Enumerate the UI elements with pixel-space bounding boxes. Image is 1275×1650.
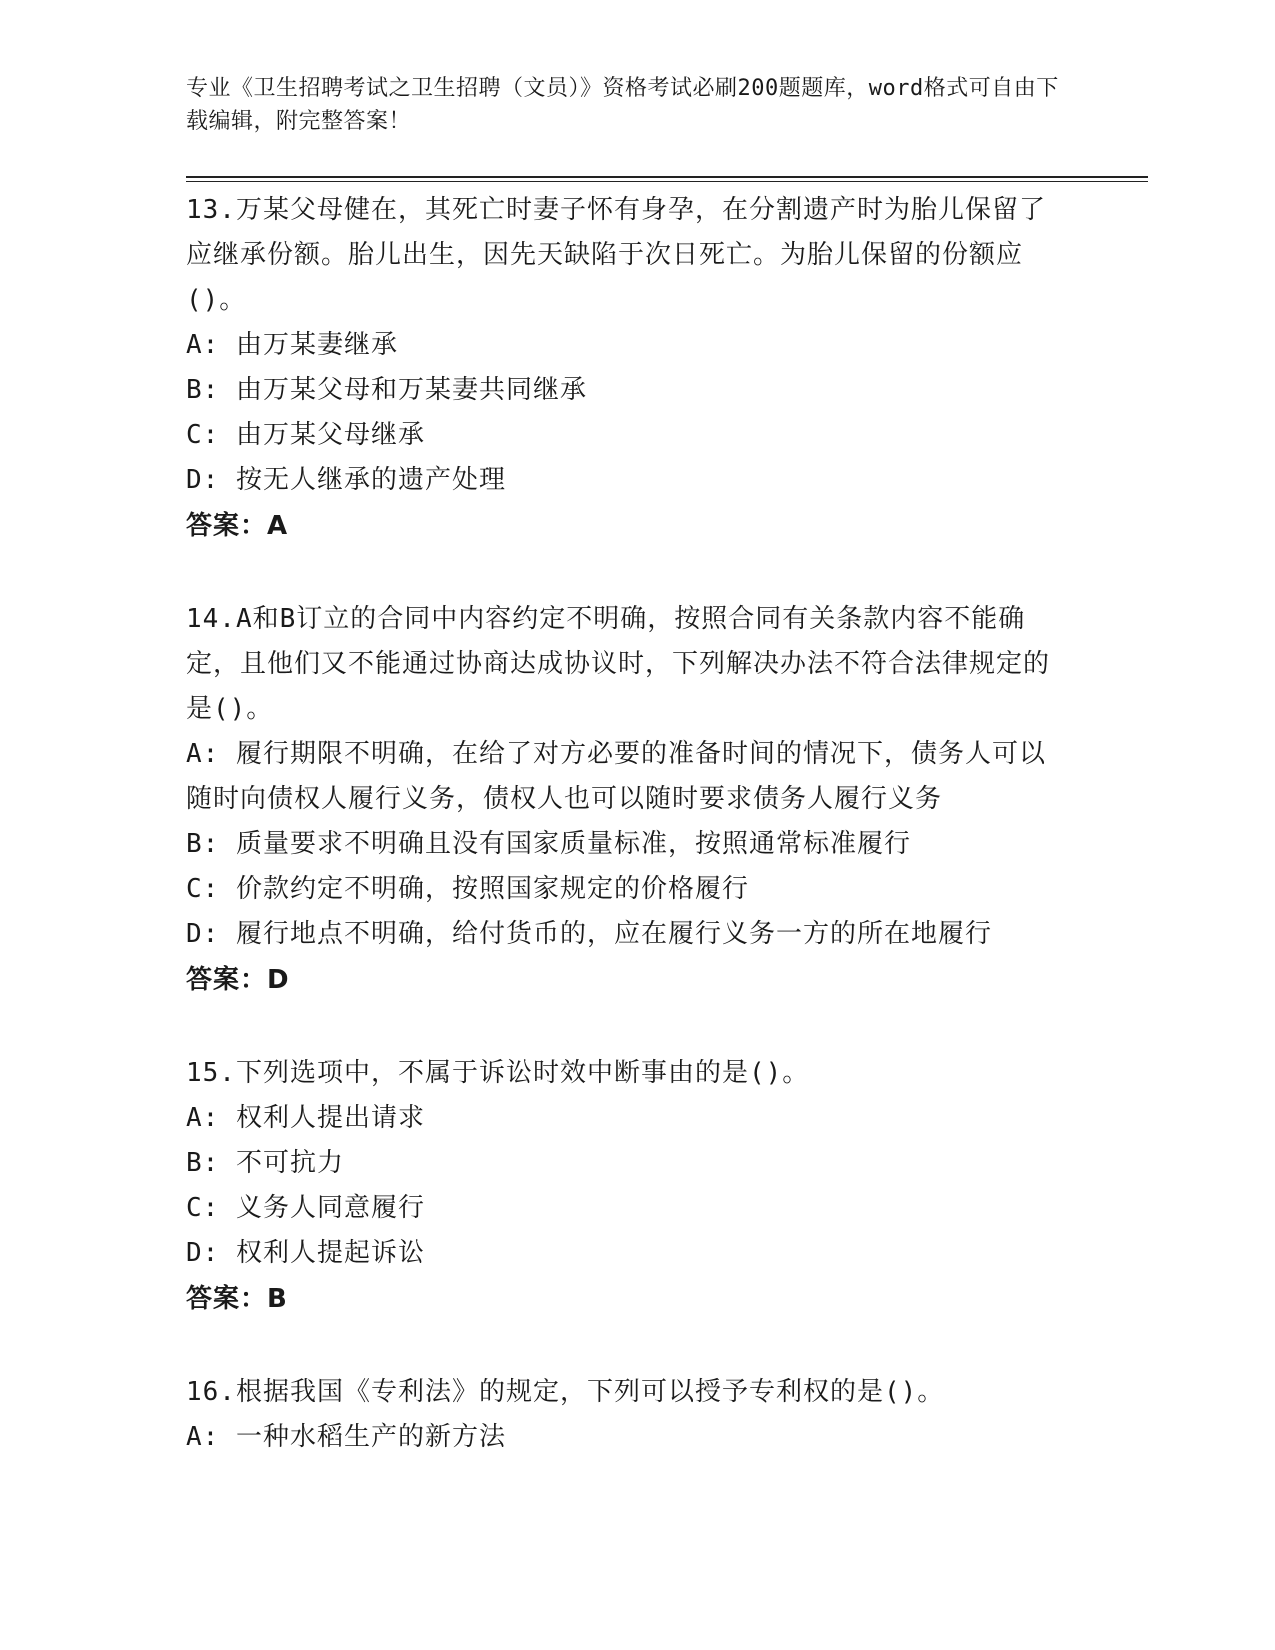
question-stem: 13.万某父母健在，其死亡时妻子怀有身孕，在分割遗产时为胎儿保留了应继承份额。胎儿出生，因先天缺陷于次日死亡。为胎儿保留的份额应()。	[186, 195, 1046, 315]
option-a: A: 一种水稻生产的新方法	[186, 1422, 506, 1452]
option-b: B: 质量要求不明确且没有国家质量标准，按照通常标准履行	[186, 829, 911, 859]
option-a: A: 权利人提出请求	[186, 1103, 425, 1133]
option-b: B: 不可抗力	[186, 1148, 344, 1178]
question-13	[186, 188, 1066, 550]
option-d: D: 履行地点不明确，给付货币的，应在履行义务一方的所在地履行	[186, 919, 992, 949]
option-c: C: 价款约定不明确，按照国家规定的价格履行	[186, 874, 749, 904]
question-15	[186, 1051, 1066, 1323]
option-d: D: 权利人提起诉讼	[186, 1238, 425, 1268]
option-a: A: 由万某妻继承	[186, 330, 398, 360]
question-14	[186, 597, 1066, 1004]
question-list	[186, 188, 1066, 1507]
answer: 答案：A	[186, 511, 289, 541]
question-stem: 14.A和B订立的合同中内容约定不明确，按照合同有关条款内容不能确定，且他们又不能通过协商达成协议时，下列解决办法不符合法律规定的是()。	[186, 604, 1051, 724]
option-d: D: 按无人继承的遗产处理	[186, 465, 506, 495]
header-rule-thick	[186, 176, 1148, 178]
question-16	[186, 1370, 1066, 1460]
option-c: C: 义务人同意履行	[186, 1193, 425, 1223]
header-title: 专业《卫生招聘考试之卫生招聘（文员）》资格考试必刷200题题库，word格式可自由下载编辑，附完整答案！	[186, 76, 1059, 134]
option-b: B: 由万某父母和万某妻共同继承	[186, 375, 587, 405]
option-a: A: 履行期限不明确，在给了对方必要的准备时间的情况下，债务人可以随时向债权人履行义务，债权人也可以随时要求债务人履行义务	[186, 739, 1046, 814]
answer: 答案：D	[186, 965, 290, 995]
question-stem: 15.下列选项中，不属于诉讼时效中断事由的是()。	[186, 1058, 810, 1088]
document-header	[186, 72, 1066, 138]
option-c: C: 由万某父母继承	[186, 420, 425, 450]
question-stem: 16.根据我国《专利法》的规定，下列可以授予专利权的是()。	[186, 1377, 945, 1407]
answer: 答案：B	[186, 1284, 288, 1314]
header-rule-thin	[186, 181, 1148, 182]
